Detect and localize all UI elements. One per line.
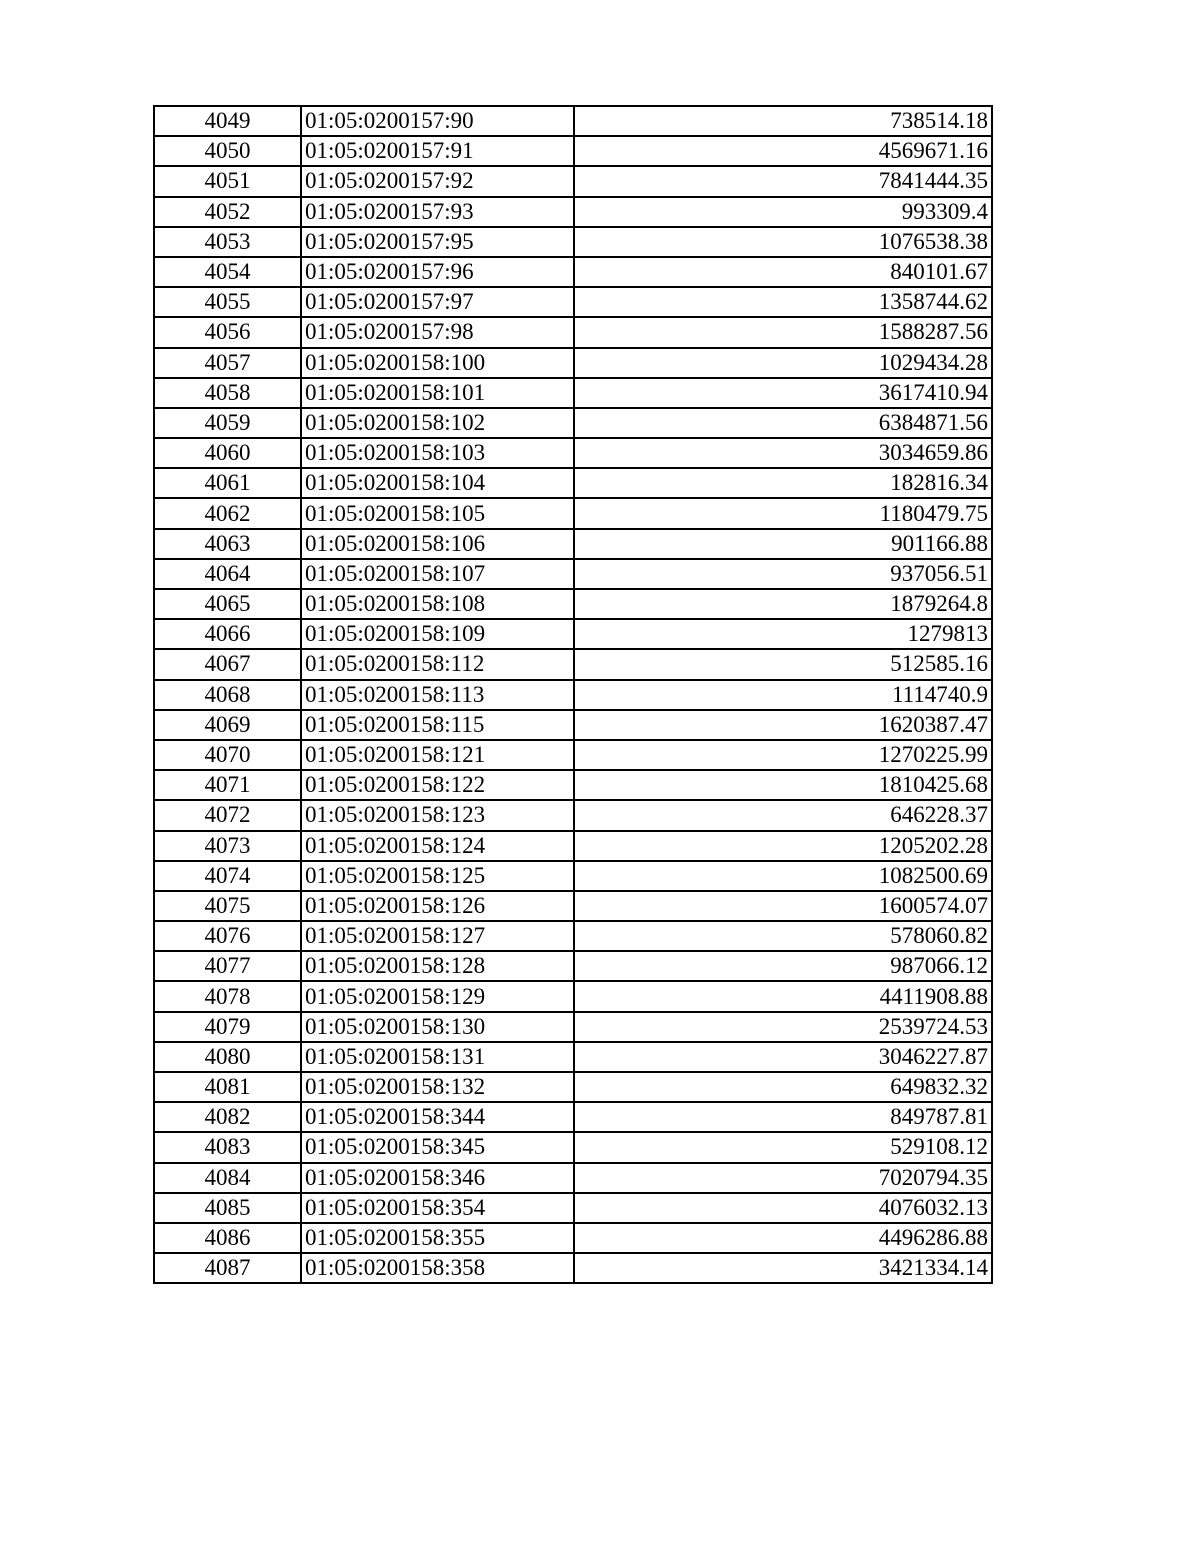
cadastral-number-cell: 01:05:0200157:98 [301,317,574,347]
table-row [154,921,992,951]
table-row [154,1072,992,1102]
amount-cell: 840101.67 [574,257,992,287]
row-number-cell: 4060 [154,438,301,468]
cadastral-number-cell: 01:05:0200158:345 [301,1132,574,1162]
table-row [154,1193,992,1223]
row-number-cell: 4063 [154,529,301,559]
amount-cell: 1029434.28 [574,348,992,378]
cadastral-number-cell: 01:05:0200158:112 [301,649,574,679]
cadastral-number-cell: 01:05:0200158:121 [301,740,574,770]
table-row [154,619,992,649]
table-row [154,740,992,770]
cadastral-number-cell: 01:05:0200158:129 [301,981,574,1011]
table-row [154,559,992,589]
row-number-cell: 4071 [154,770,301,800]
row-number-cell: 4068 [154,680,301,710]
amount-cell: 3421334.14 [574,1253,992,1283]
cadastral-number-cell: 01:05:0200158:104 [301,468,574,498]
row-number-cell: 4058 [154,378,301,408]
cadastral-number-cell: 01:05:0200158:107 [301,559,574,589]
table-row [154,106,992,136]
table-row [154,1102,992,1132]
row-number-cell: 4082 [154,1102,301,1132]
cadastral-number-cell: 01:05:0200157:95 [301,227,574,257]
table-row [154,1042,992,1072]
table-row [154,378,992,408]
table-row [154,770,992,800]
row-number-cell: 4064 [154,559,301,589]
cadastral-number-cell: 01:05:0200158:108 [301,589,574,619]
table-row [154,1223,992,1253]
row-number-cell: 4074 [154,861,301,891]
row-number-cell: 4054 [154,257,301,287]
cadastral-number-cell: 01:05:0200157:92 [301,166,574,196]
cadastral-number-cell: 01:05:0200158:122 [301,770,574,800]
table-row [154,951,992,981]
cadastral-number-cell: 01:05:0200158:124 [301,831,574,861]
cadastral-number-cell: 01:05:0200158:358 [301,1253,574,1283]
table-row [154,861,992,891]
row-number-cell: 4056 [154,317,301,347]
amount-cell: 1279813 [574,619,992,649]
row-number-cell: 4053 [154,227,301,257]
cadastral-number-cell: 01:05:0200158:132 [301,1072,574,1102]
table-row [154,800,992,830]
cadastral-number-cell: 01:05:0200158:113 [301,680,574,710]
cadastral-number-cell: 01:05:0200158:100 [301,348,574,378]
cadastral-number-cell: 01:05:0200158:354 [301,1193,574,1223]
amount-cell: 1810425.68 [574,770,992,800]
row-number-cell: 4061 [154,468,301,498]
table-row [154,589,992,619]
table-row [154,227,992,257]
cadastral-number-cell: 01:05:0200158:127 [301,921,574,951]
table-row [154,257,992,287]
table-row [154,710,992,740]
cadastral-number-cell: 01:05:0200158:102 [301,408,574,438]
amount-cell: 3034659.86 [574,438,992,468]
row-number-cell: 4086 [154,1223,301,1253]
cadastral-number-cell: 01:05:0200158:125 [301,861,574,891]
cadastral-number-cell: 01:05:0200157:97 [301,287,574,317]
row-number-cell: 4073 [154,831,301,861]
row-number-cell: 4065 [154,589,301,619]
table-row [154,197,992,227]
amount-cell: 1358744.62 [574,287,992,317]
amount-cell: 512585.16 [574,649,992,679]
cadastral-number-cell: 01:05:0200158:103 [301,438,574,468]
table-row [154,1132,992,1162]
row-number-cell: 4085 [154,1193,301,1223]
table-row [154,831,992,861]
cadastral-number-cell: 01:05:0200158:123 [301,800,574,830]
table-row [154,498,992,528]
table-row [154,891,992,921]
amount-cell: 529108.12 [574,1132,992,1162]
cadastral-number-cell: 01:05:0200158:131 [301,1042,574,1072]
table-row [154,981,992,1011]
cadastral-number-cell: 01:05:0200158:346 [301,1163,574,1193]
table-row [154,680,992,710]
row-number-cell: 4052 [154,197,301,227]
row-number-cell: 4076 [154,921,301,951]
table-row [154,166,992,196]
table-row [154,529,992,559]
amount-cell: 1600574.07 [574,891,992,921]
table-row [154,468,992,498]
row-number-cell: 4069 [154,710,301,740]
cadastral-number-cell: 01:05:0200158:109 [301,619,574,649]
row-number-cell: 4050 [154,136,301,166]
row-number-cell: 4078 [154,981,301,1011]
cadastral-number-cell: 01:05:0200157:90 [301,106,574,136]
cadastral-number-cell: 01:05:0200158:355 [301,1223,574,1253]
amount-cell: 4496286.88 [574,1223,992,1253]
amount-cell: 1205202.28 [574,831,992,861]
amount-cell: 901166.88 [574,529,992,559]
row-number-cell: 4055 [154,287,301,317]
row-number-cell: 4075 [154,891,301,921]
amount-cell: 738514.18 [574,106,992,136]
table-body [154,106,992,1283]
table-row [154,287,992,317]
cadastral-number-cell: 01:05:0200158:344 [301,1102,574,1132]
table-row [154,348,992,378]
amount-cell: 1180479.75 [574,498,992,528]
amount-cell: 6384871.56 [574,408,992,438]
row-number-cell: 4083 [154,1132,301,1162]
cadastral-number-cell: 01:05:0200158:126 [301,891,574,921]
row-number-cell: 4049 [154,106,301,136]
cadastral-number-cell: 01:05:0200157:93 [301,197,574,227]
row-number-cell: 4080 [154,1042,301,1072]
row-number-cell: 4072 [154,800,301,830]
amount-cell: 1270225.99 [574,740,992,770]
amount-cell: 4076032.13 [574,1193,992,1223]
amount-cell: 2539724.53 [574,1012,992,1042]
table-row [154,1163,992,1193]
table-row [154,317,992,347]
table-row [154,1012,992,1042]
amount-cell: 3046227.87 [574,1042,992,1072]
amount-cell: 1114740.9 [574,680,992,710]
table-row [154,438,992,468]
row-number-cell: 4057 [154,348,301,378]
amount-cell: 993309.4 [574,197,992,227]
cadastral-number-cell: 01:05:0200158:130 [301,1012,574,1042]
amount-cell: 7020794.35 [574,1163,992,1193]
cadastral-number-cell: 01:05:0200158:128 [301,951,574,981]
amount-cell: 1879264.8 [574,589,992,619]
row-number-cell: 4066 [154,619,301,649]
row-number-cell: 4079 [154,1012,301,1042]
amount-cell: 1082500.69 [574,861,992,891]
amount-cell: 937056.51 [574,559,992,589]
cadastral-number-cell: 01:05:0200158:105 [301,498,574,528]
table-row [154,136,992,166]
amount-cell: 578060.82 [574,921,992,951]
cadastral-number-cell: 01:05:0200158:101 [301,378,574,408]
cadastral-number-cell: 01:05:0200158:106 [301,529,574,559]
amount-cell: 4411908.88 [574,981,992,1011]
row-number-cell: 4087 [154,1253,301,1283]
row-number-cell: 4070 [154,740,301,770]
row-number-cell: 4062 [154,498,301,528]
amount-cell: 649832.32 [574,1072,992,1102]
amount-cell: 646228.37 [574,800,992,830]
table-row [154,408,992,438]
amount-cell: 1076538.38 [574,227,992,257]
amount-cell: 849787.81 [574,1102,992,1132]
amount-cell: 4569671.16 [574,136,992,166]
amount-cell: 7841444.35 [574,166,992,196]
row-number-cell: 4081 [154,1072,301,1102]
row-number-cell: 4051 [154,166,301,196]
table-row [154,1253,992,1283]
amount-cell: 987066.12 [574,951,992,981]
row-number-cell: 4059 [154,408,301,438]
amount-cell: 1588287.56 [574,317,992,347]
cadastral-number-cell: 01:05:0200157:91 [301,136,574,166]
cadastral-number-cell: 01:05:0200158:115 [301,710,574,740]
data-table [153,105,993,1284]
cadastral-number-cell: 01:05:0200157:96 [301,257,574,287]
table-row [154,649,992,679]
amount-cell: 182816.34 [574,468,992,498]
row-number-cell: 4077 [154,951,301,981]
amount-cell: 1620387.47 [574,710,992,740]
row-number-cell: 4084 [154,1163,301,1193]
amount-cell: 3617410.94 [574,378,992,408]
row-number-cell: 4067 [154,649,301,679]
